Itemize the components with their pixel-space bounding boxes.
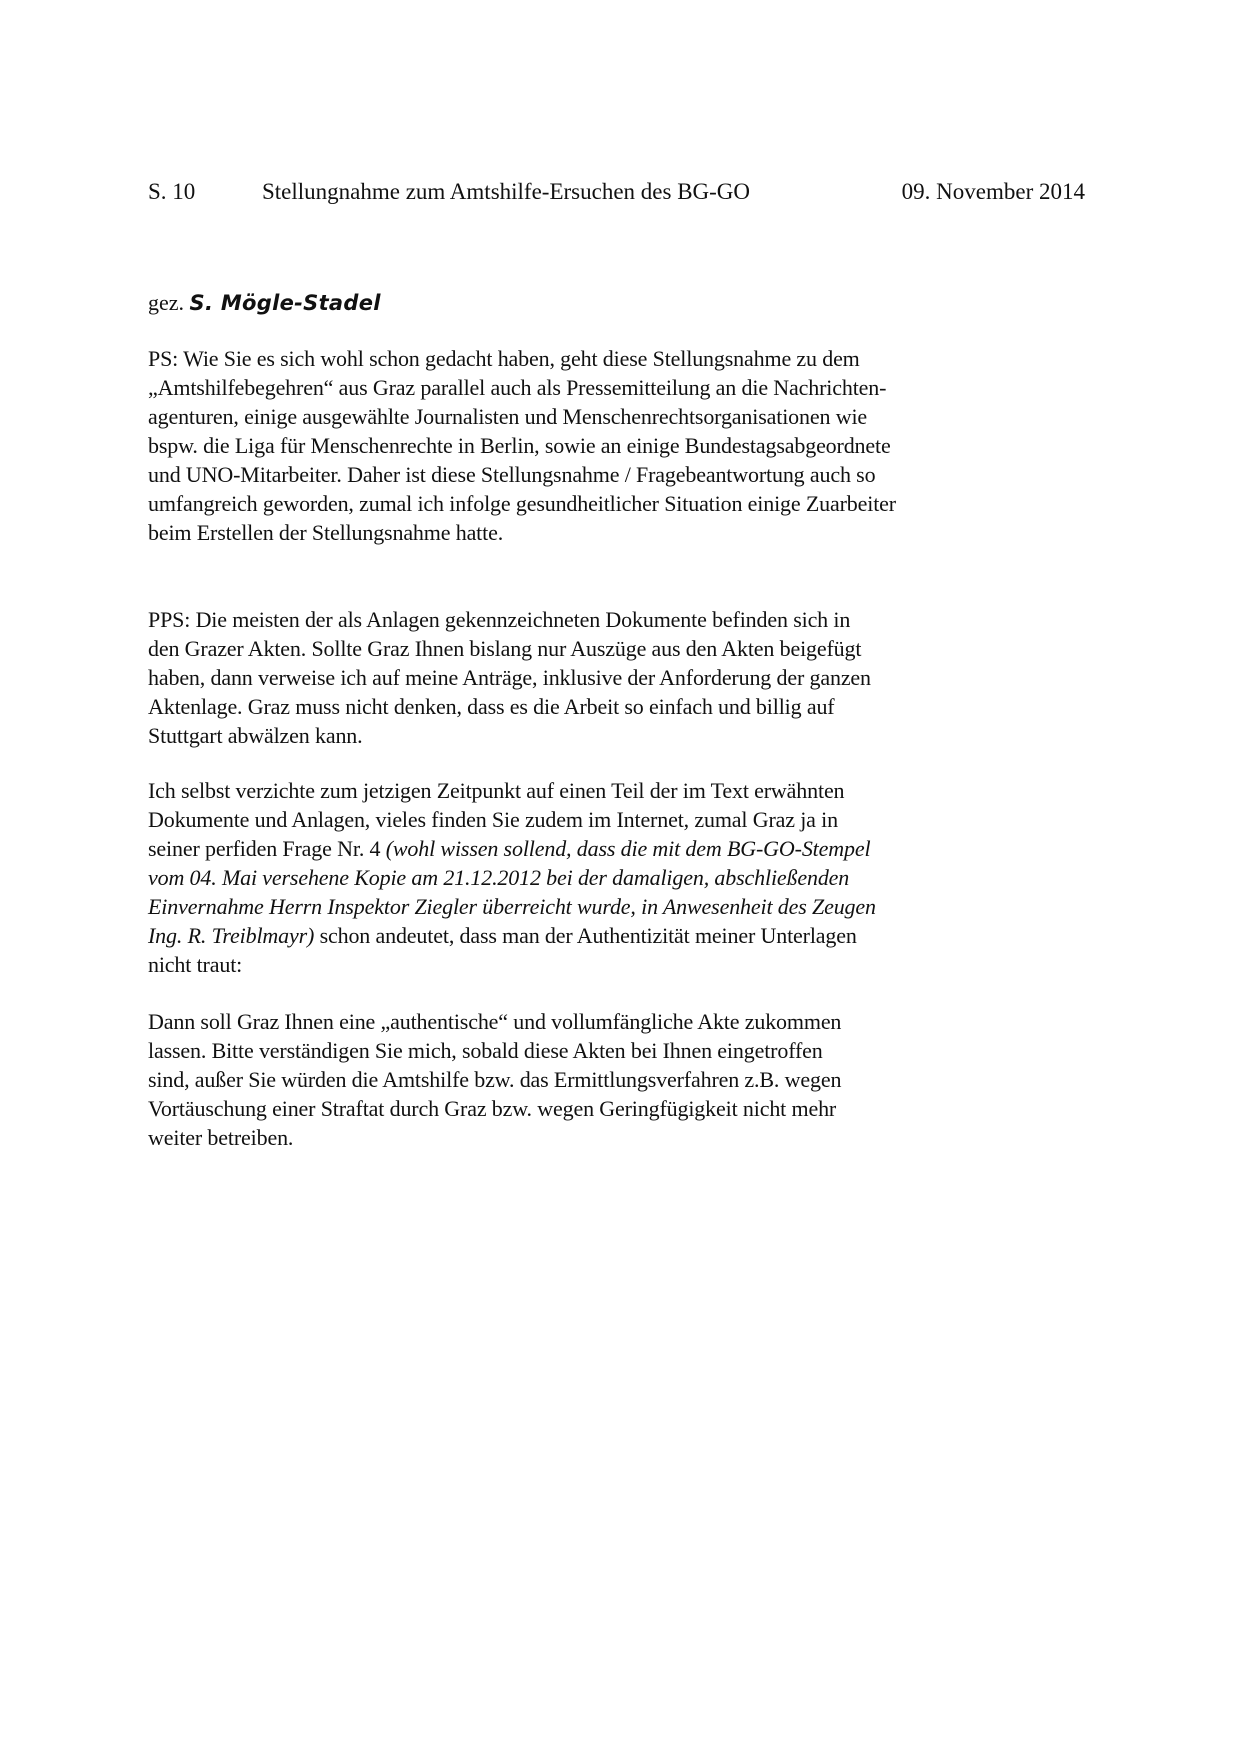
text-line: „Amtshilfebegehren“ aus Graz parallel auch als Pressemitteilung an die Nachrichten- (148, 375, 887, 400)
text-line: Stuttgart abwälzen kann. (148, 723, 363, 748)
text-line: agenturen, einige ausgewählte Journalisten und Menschenrechtsorganisationen wie (148, 404, 868, 429)
paragraph-ps (148, 344, 1088, 547)
signature-prefix: gez. (148, 290, 185, 315)
text-run: seiner perfiden Frage Nr. 4 (148, 836, 386, 861)
text-line: Einvernahme Herrn Inspektor Ziegler überreicht wurde, in Anwesenheit des Zeugen (148, 894, 876, 919)
page-number: S. 10 (148, 179, 196, 204)
text-line: PPS: Die meisten der als Anlagen gekennzeichneten Dokumente befinden sich in (148, 607, 851, 632)
text-line: lassen. Bitte verständigen Sie mich, sobald diese Akten bei Ihnen eingetroffen (148, 1038, 823, 1063)
text-line: haben, dann verweise ich auf meine Anträge, inklusive der Anforderung der ganzen (148, 665, 871, 690)
text-line: den Grazer Akten. Sollte Graz Ihnen bislang nur Auszüge aus den Akten beigefügt (148, 636, 862, 661)
page-header (148, 176, 1085, 208)
text-line: Ich selbst verzichte zum jetzigen Zeitpunkt auf einen Teil der im Text erwähnten (148, 778, 845, 803)
paragraph-request (148, 1007, 1088, 1152)
text-line: Vortäuschung einer Straftat durch Graz bzw. wegen Geringfügigkeit nicht mehr (148, 1096, 837, 1121)
text-line (148, 921, 1088, 950)
header-title: Stellungnahme zum Amtshilfe-Ersuchen des BG-GO (262, 179, 751, 204)
text-line: nicht traut: (148, 952, 243, 977)
italic-run: (wohl wissen sollend, dass die mit dem BG-GO-Stempel (385, 836, 871, 861)
header-date: 09. November 2014 (901, 179, 1085, 204)
text-line: vom 04. Mai versehene Kopie am 21.12.2012 bei der damaligen, abschließenden (148, 865, 850, 890)
text-line: Dann soll Graz Ihnen eine „authentische“ und vollumfängliche Akte zukommen (148, 1009, 842, 1034)
text-line: Aktenlage. Graz muss nicht denken, dass es die Arbeit so einfach und billig auf (148, 694, 835, 719)
text-line: beim Erstellen der Stellungsnahme hatte. (148, 520, 504, 545)
paragraph-pps (148, 605, 1088, 750)
text-line: weiter betreiben. (148, 1125, 294, 1150)
text-run: schon andeutet, dass man der Authentizität meiner Unterlagen (314, 923, 857, 948)
text-line (148, 834, 1088, 863)
text-line: PS: Wie Sie es sich wohl schon gedacht haben, geht diese Stellungsnahme zu dem (148, 346, 860, 371)
text-line: Dokumente und Anlagen, vieles finden Sie zudem im Internet, zumal Graz ja in (148, 807, 838, 832)
text-line: umfangreich geworden, zumal ich infolge gesundheitlicher Situation einige Zuarbeiter (148, 491, 896, 516)
italic-run: Ing. R. Treiblmayr) (148, 923, 315, 948)
paragraph-waiver (148, 776, 1088, 979)
text-line: sind, außer Sie würden die Amtshilfe bzw. das Ermittlungsverfahren z.B. wegen (148, 1067, 842, 1092)
text-line: und UNO-Mitarbeiter. Daher ist diese Stellungsnahme / Fragebeantwortung auch so (148, 462, 876, 487)
text-line: bspw. die Liga für Menschenrechte in Berlin, sowie an einige Bundestagsabgeordnete (148, 433, 891, 458)
signature-name: S. Mögle-Stadel (189, 291, 381, 315)
signature (148, 288, 381, 318)
